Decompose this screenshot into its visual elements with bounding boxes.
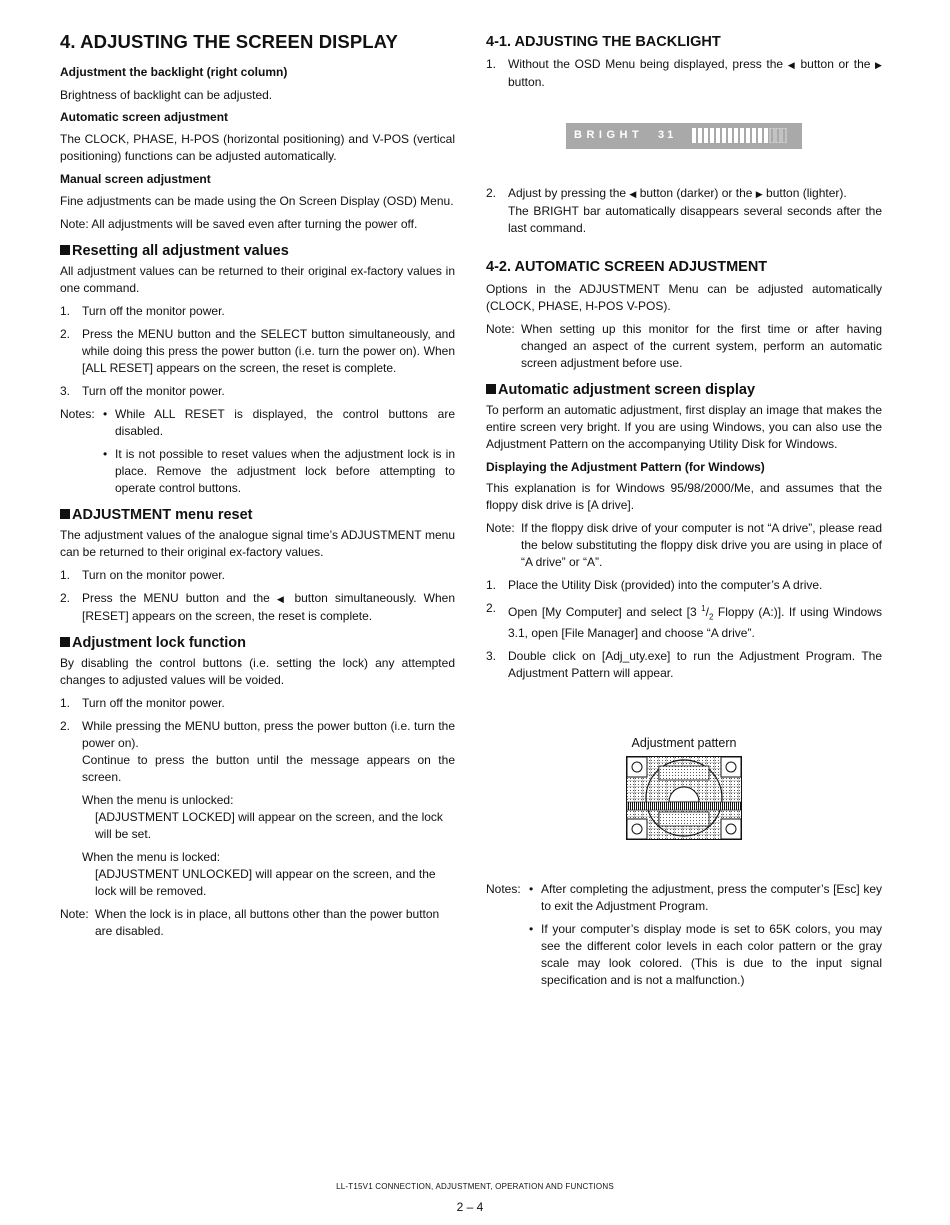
section-heading-auto: 4-2. AUTOMATIC SCREEN ADJUSTMENT (486, 259, 768, 275)
notes-item: • If your computer’s display mode is set to 65K colors, you may see the different color levels in each color pattern or the gray scale may look colored. (This is due to the input signal specification and is not a malfunction.) (529, 922, 882, 987)
notes-item: Notes: • While ALL RESET is displayed, the control buttons are disabled. (60, 407, 455, 438)
level-segment (692, 128, 696, 143)
osd-value: 31 (658, 129, 677, 141)
intro-text-backlight: Brightness of backlight can be adjusted. (60, 88, 273, 102)
list-item: 1. Without the OSD Menu being displayed, press the ◀ button or the ▶ button. (486, 57, 882, 89)
list-item: 3. Double click on [Adj_uty.exe] to run the Adjustment Program. The Adjustment Pattern will appear. (486, 649, 882, 681)
level-segment (716, 128, 720, 143)
lock-note: Note: When the lock is in place, all buttons other than the power button are disabled. (60, 907, 440, 938)
list-item: 1. Turn on the monitor power. (60, 568, 225, 582)
level-segment (752, 128, 756, 143)
backlight-step2-continued: The BRIGHT bar automatically disappears several seconds after the last command. (508, 204, 882, 235)
level-segment (770, 128, 774, 143)
square-bullet-icon (60, 637, 70, 647)
auto-note: Note: When setting up this monitor for the first time or after having changed an aspect of the current system, perform an automatic screen adjustment before use. (486, 322, 882, 370)
page-number: 2 – 4 (456, 1200, 484, 1214)
brightness-level-bar (692, 128, 790, 143)
level-segment (764, 128, 768, 143)
level-segment (746, 128, 750, 143)
intro-text-manual: Fine adjustments can be made using the On Screen Display (OSD) Menu. (60, 194, 454, 208)
intro-heading-backlight: Adjustment the backlight (right column) (60, 65, 288, 79)
notes-item: • It is not possible to reset values when the adjustment lock is in place. Remove the adjustment lock before attempting to operate control buttons. (103, 447, 455, 495)
footer-doc-title: LL-T15V1 CONNECTION, ADJUSTMENT, OPERATION AND FUNCTIONS (336, 1182, 614, 1191)
level-segment (722, 128, 726, 143)
list-item: 2. Press the MENU button and the ◀ button simultaneously. When [RESET] appears on the screen, the reset is complete. (60, 591, 455, 623)
left-arrow-icon: ◀ (787, 60, 796, 70)
section-heading-reset-all: Resetting all adjustment values (60, 241, 455, 261)
lock-step2-continued: Continue to press the button until the message appears on the screen. (82, 753, 455, 784)
floppy-note: Note: If the floppy disk drive of your computer is not “A drive”, please read the below substituting the floppy disk drive you are using in place of “A drive” or “A”. (486, 521, 882, 569)
auto-text: Options in the ADJUSTMENT Menu can be adjusted automatically (CLOCK, PHASE, H-POS V-POS). (486, 282, 882, 313)
lock-locked-text: [ADJUSTMENT UNLOCKED] will appear on the screen, and the lock will be removed. (95, 867, 436, 898)
auto-display-text: To perform an automatic adjustment, first display an image that makes the entire screen very bright. If you are using Windows, you can also use the Adjustment Pattern on the accompanying Utility Disk for Windows. (486, 403, 882, 451)
list-item: 2. Open [My Computer] and select [3 $^1/_2$ Floppy (A:)]. If using Windows 3.1, open [File Manager] and choose “A drive”. (486, 601, 882, 641)
level-segment (698, 128, 702, 143)
section-heading-lock: Adjustment lock function (60, 633, 455, 653)
lock-locked-label: When the menu is locked: (82, 850, 221, 864)
section-heading-backlight: 4-1. ADJUSTING THE BACKLIGHT (486, 34, 721, 50)
level-segment (758, 128, 762, 143)
level-segment (704, 128, 708, 143)
lock-text: By disabling the control buttons (i.e. setting the lock) any attempted changes to adjusted values will be voided. (60, 656, 455, 687)
adjustment-pattern-image (626, 756, 742, 840)
left-arrow-icon: ◀ (276, 594, 288, 604)
right-arrow-icon: ▶ (755, 189, 763, 199)
lock-unlocked-text: [ADJUSTMENT LOCKED] will appear on the screen, and the lock will be set. (95, 810, 443, 841)
list-item: 3. Turn off the monitor power. (60, 384, 225, 398)
section-heading-auto-display: Automatic adjustment screen display (486, 380, 882, 400)
intro-heading-manual: Manual screen adjustment (60, 172, 211, 186)
left-column (60, 30, 455, 940)
reset-all-text: All adjustment values can be returned to their original ex-factory values in one command. (60, 264, 455, 295)
right-column (486, 30, 882, 987)
level-segment (740, 128, 744, 143)
left-arrow-icon: ◀ (629, 189, 637, 199)
osd-bright-bar (566, 123, 802, 149)
list-item: 2. While pressing the MENU button, press the power button (i.e. turn the power on). (60, 719, 455, 750)
right-arrow-icon: ▶ (875, 60, 882, 70)
save-note: Note: All adjustments will be saved even after turning the power off. (60, 217, 418, 231)
osd-label: BRIGHT (574, 129, 644, 141)
menu-reset-text: The adjustment values of the analogue signal time’s ADJUSTMENT menu can be returned to their original ex-factory values. (60, 528, 455, 559)
square-bullet-icon (60, 509, 70, 519)
square-bullet-icon (486, 384, 496, 394)
list-item: 2. Adjust by pressing the ◀ button (darker) or the ▶ button (lighter). (486, 186, 847, 200)
section-heading-menu-reset: ADJUSTMENT menu reset (60, 505, 455, 525)
lock-unlocked-label: When the menu is unlocked: (82, 793, 234, 807)
pattern-heading: Displaying the Adjustment Pattern (for Windows) (486, 460, 765, 474)
page-title: 4. ADJUSTING THE SCREEN DISPLAY (60, 31, 398, 52)
notes-item: Notes: • After completing the adjustment, press the computer’s [Esc] key to exit the Adjustment Program. (486, 882, 882, 913)
adjustment-pattern-figure (626, 735, 746, 840)
list-item: 1. Turn off the monitor power. (60, 696, 225, 710)
pattern-text: This explanation is for Windows 95/98/2000/Me, and assumes that the floppy disk drive is [A drive]. (486, 481, 882, 512)
final-notes (486, 881, 882, 989)
level-segment (782, 128, 786, 143)
level-segment (776, 128, 780, 143)
level-segment (728, 128, 732, 143)
pattern-caption: Adjustment pattern (631, 736, 737, 750)
list-item: 1. Turn off the monitor power. (60, 304, 225, 318)
list-item: 1. Place the Utility Disk (provided) into the computer’s A drive. (486, 578, 823, 592)
level-segment (734, 128, 738, 143)
level-segment (710, 128, 714, 143)
list-item: 2. Press the MENU button and the SELECT button simultaneously, and while doing this press the power button (i.e. turn the power on). When [ALL RESET] appears on the screen, the reset is complete. (60, 327, 455, 375)
square-bullet-icon (60, 245, 70, 255)
intro-heading-auto: Automatic screen adjustment (60, 110, 229, 124)
intro-text-auto: The CLOCK, PHASE, H-POS (horizontal positioning) and V-POS (vertical positioning) functions can be adjusted automatically. (60, 132, 455, 163)
